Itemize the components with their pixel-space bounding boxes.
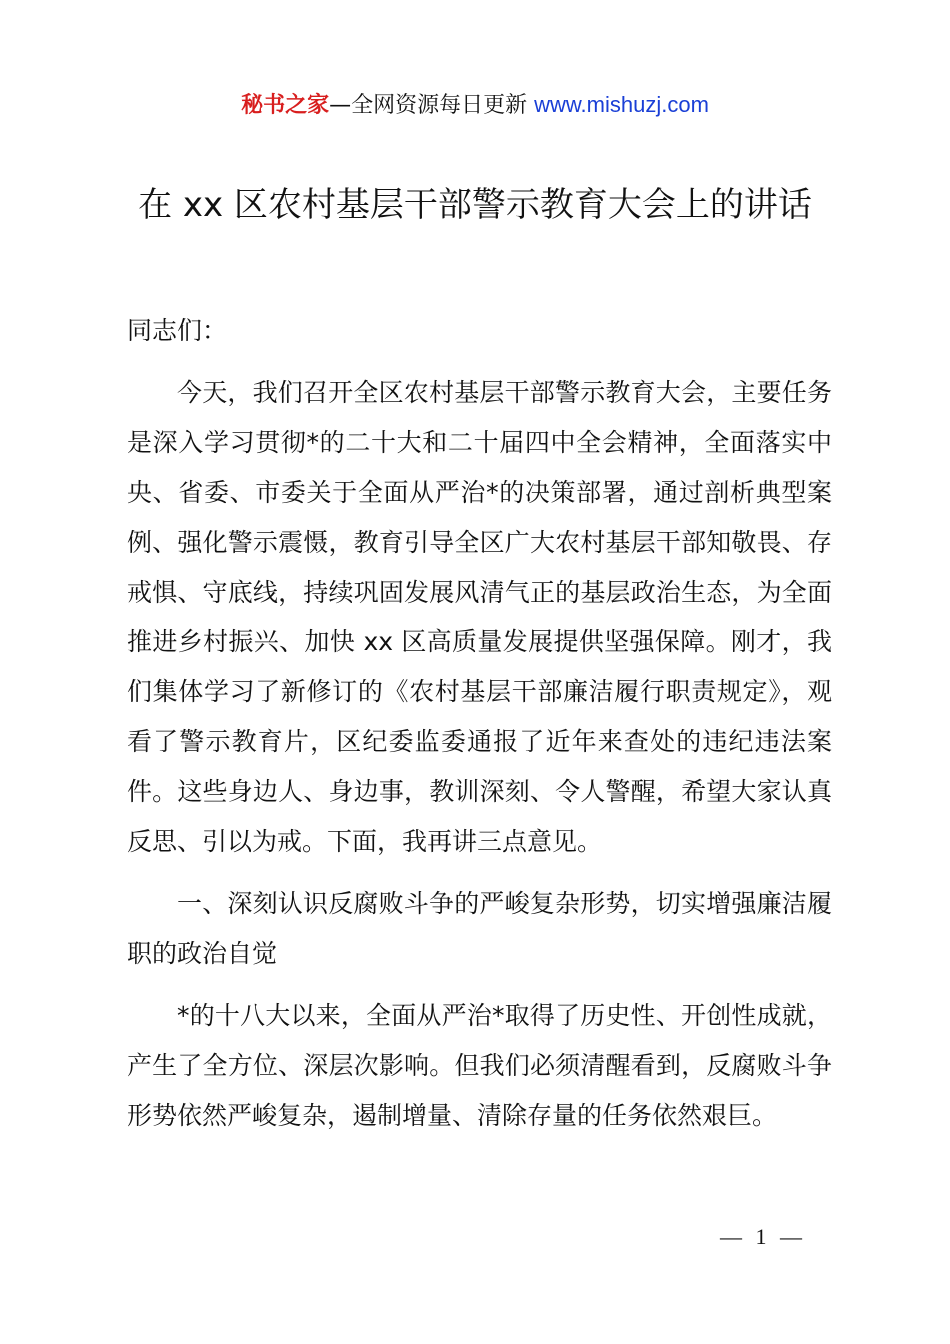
paragraph-intro: 今天，我们召开全区农村基层干部警示教育大会，主要任务是深入学习贯彻*的二十大和二十届四中全会精神，全面落实中央、省委、市委关于全面从严治*的决策部署，通过剖析典型案例、强化警示震慑，教育引导全区广大农村基层干部知敬畏、存戒惧、守底线，持续巩固发展风清气正的基层政治生态，为全面推进乡村振兴、加快 xx 区高质量发展提供坚强保障。刚才，我们集体学习了新修订的《农村基层干部廉洁履行职责规定》，观看了警示教育片，区纪委监委通报了近年来查处的违纪违法案件。这些身边人、身边事，教训深刻、令人警醒，希望大家认真反思、引以为戒。下面，我再讲三点意见。: [127, 377, 832, 857]
page-number: — 1 —: [720, 1224, 806, 1249]
paragraph-section-1: *的十八大以来，全面从严治*取得了历史性、开创性成就，产生了全方位、深层次影响。但我们必须清醒看到，反腐败斗争形势依然严峻复杂，遏制增量、清除存量的任务依然艰巨。: [127, 1000, 832, 1130]
brand-name: 秘书之家: [241, 93, 330, 118]
document-body: [127, 306, 832, 1153]
salutation: 同志们：: [127, 316, 228, 345]
site-header: [0, 88, 950, 123]
site-url-link[interactable]: www.mishuzj.com: [534, 92, 709, 117]
section-heading-1: 一、深刻认识反腐败斗争的严峻复杂形势，切实增强廉洁履职的政治自觉: [127, 888, 832, 968]
header-tagline: —全网资源每日更新: [329, 93, 528, 118]
document-title: 在 xx 区农村基层干部警示教育大会上的讲话: [138, 185, 812, 225]
